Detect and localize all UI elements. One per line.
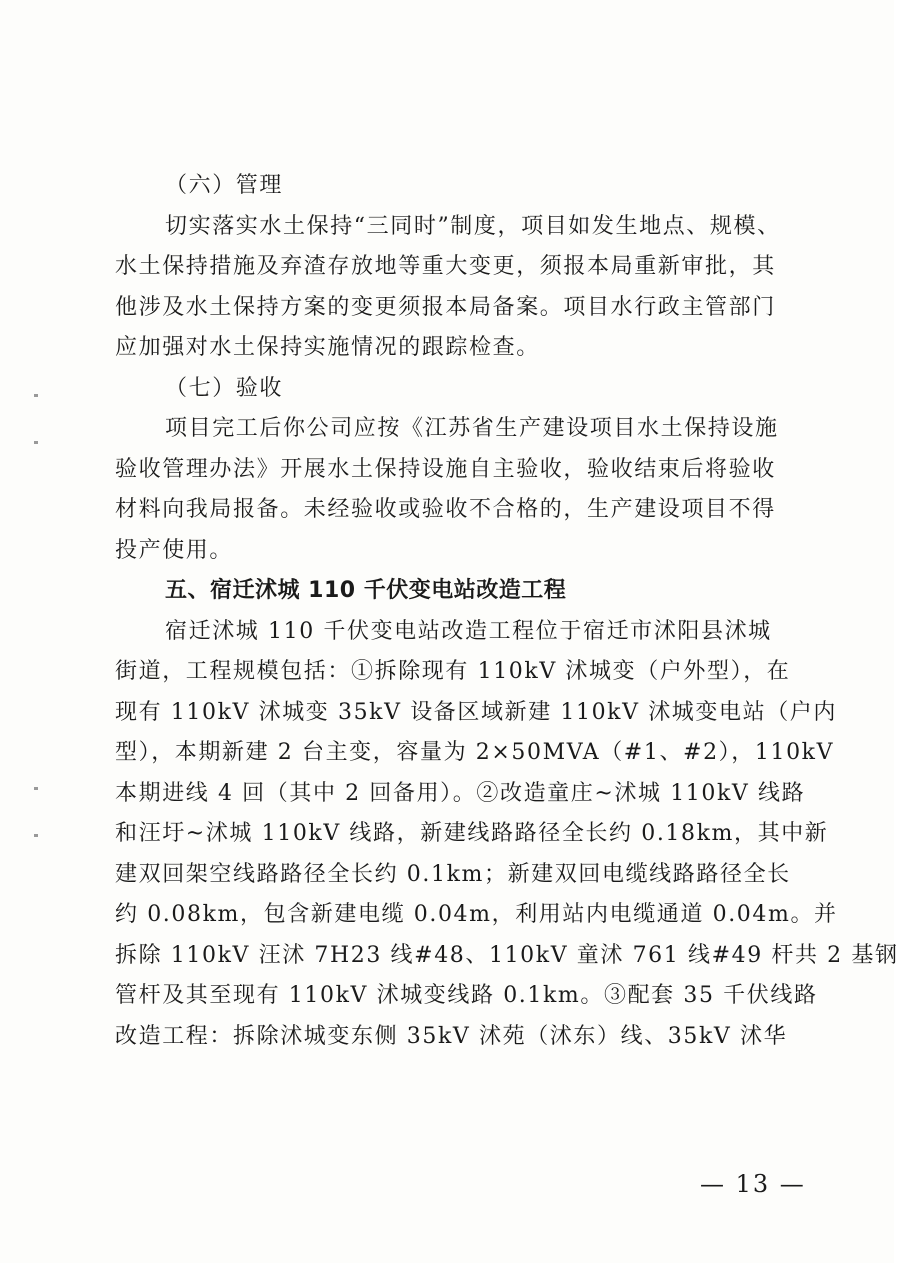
text-line: 他涉及水土保持方案的变更须报本局备案。项目水行政主管部门 (115, 294, 776, 320)
subsection-heading: （七）验收 (165, 375, 284, 401)
text-line: 应加强对水土保持实施情况的跟踪检查。 (115, 335, 540, 360)
text-line: 项目完工后你公司应按《江苏省生产建设项目水土保持设施 (165, 416, 779, 441)
margin-mark (34, 787, 38, 790)
text-line: 投产使用。 (115, 537, 234, 563)
page-number: — 13 — (700, 1170, 806, 1198)
subsection-heading: （六）管理 (165, 173, 284, 198)
text-line: 本期进线 4 回（其中 2 回备用）。②改造童庄~沭城 110kV 线路 (115, 780, 806, 806)
section-heading: 五、宿迁沭城 110 千伏变电站改造工程 (165, 578, 567, 603)
text-line: 约 0.08km，包含新建电缆 0.04m，利用站内电缆通道 0.04m。并 (115, 902, 838, 927)
text-line: 拆除 110kV 汪沭 7H23 线#48、110kV 童沭 761 线#49 杆共 2 基钢 (115, 942, 899, 968)
text-line: 现有 110kV 沭城变 35kV 设备区域新建 110kV 沭城变电站（户内 (115, 699, 837, 725)
text-line: 街道，工程规模包括：①拆除现有 110kV 沭城变（户外型），在 (115, 659, 791, 684)
text-line: 建双回架空线路路径全长约 0.1km；新建双回电缆线路路径全长 (115, 861, 791, 887)
text-line: 材料向我局报备。未经验收或验收不合格的，生产建设项目不得 (115, 497, 776, 522)
text-line: 验收管理办法》开展水土保持设施自主验收，验收结束后将验收 (115, 456, 776, 482)
text-line: 宿迁沭城 110 千伏变电站改造工程位于宿迁市沭阳县沭城 (165, 618, 772, 644)
text-line: 型），本期新建 2 台主变，容量为 2×50MVA（#1、#2），110kV (115, 740, 835, 765)
text-line: 切实落实水土保持“三同时”制度，项目如发生地点、规模、 (165, 213, 781, 239)
text-line: 水土保持措施及弃渣存放地等重大变更，须报本局重新审批，其 (115, 254, 776, 279)
margin-mark (34, 834, 38, 837)
margin-mark (34, 441, 38, 444)
text-line: 管杆及其至现有 110kV 沭城变线路 0.1km。③配套 35 千伏线路 (115, 983, 818, 1008)
text-line: 和汪圩~沭城 110kV 线路，新建线路路径全长约 0.18km，其中新 (115, 821, 829, 846)
document-body (115, 166, 899, 1057)
margin-mark (34, 394, 38, 397)
text-line: 改造工程：拆除沭城变东侧 35kV 沭苑（沭东）线、35kV 沭华 (115, 1023, 788, 1049)
